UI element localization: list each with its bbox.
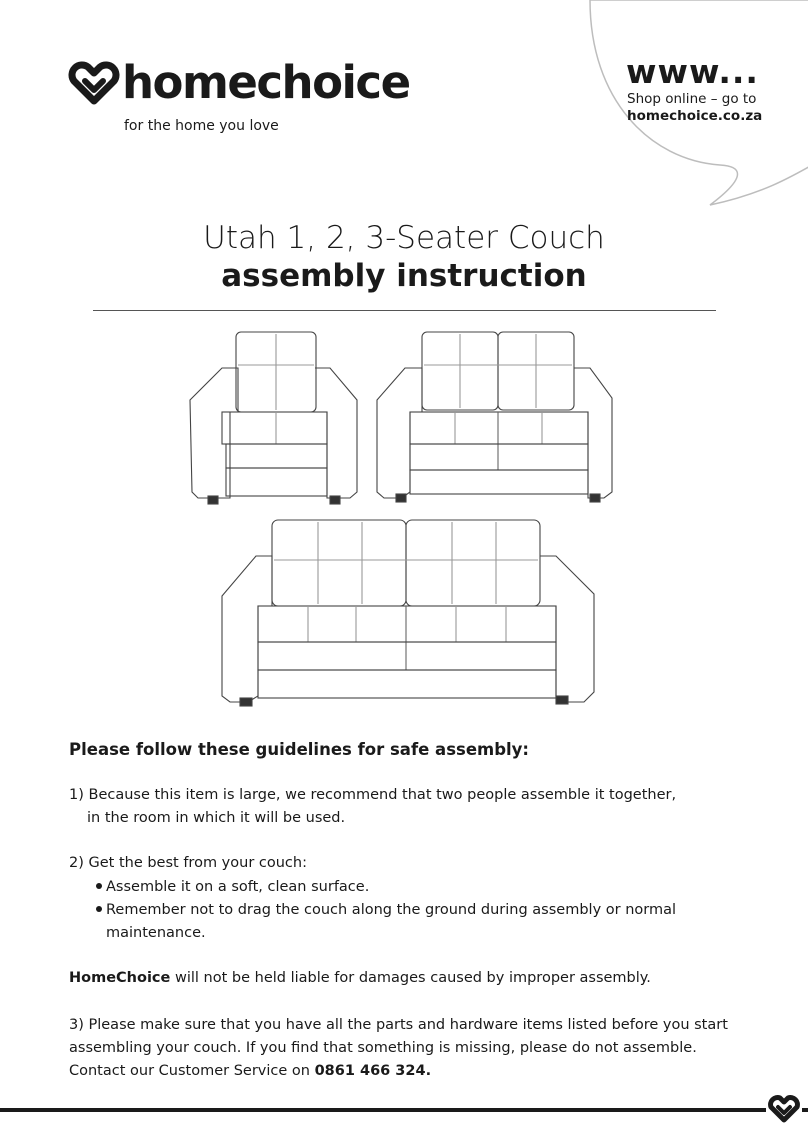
one-seater-illustration xyxy=(190,332,357,504)
guideline-3-line-1: 3) Please make sure that you have all the parts and hardware items listed before you start xyxy=(69,1017,728,1033)
website-link[interactable]: homechoice.co.za xyxy=(627,108,763,124)
www-label: www... xyxy=(626,52,759,91)
liability-notice xyxy=(69,967,651,990)
page-title: Utah 1, 2, 3-Seater Couch xyxy=(203,220,605,256)
shop-online-text: Shop online – go to xyxy=(627,91,757,107)
guideline-2: 2) Get the best from your couch: xyxy=(69,855,307,871)
guideline-2-bullet-1 xyxy=(96,876,369,899)
guideline-1-line-2: in the room in which it will be used. xyxy=(87,810,346,826)
brand-logo xyxy=(68,56,410,109)
bullet-icon xyxy=(96,883,102,889)
guideline-1-line-1: 1) Because this item is large, we recommend that two people assemble it together, xyxy=(69,787,677,803)
homechoice-heart-logo-icon xyxy=(68,61,120,105)
bullet-icon xyxy=(96,906,102,912)
bullet-1-text: Assemble it on a soft, clean surface. xyxy=(106,879,370,895)
footer-heart-icon xyxy=(766,1093,802,1123)
page-subtitle: assembly instruction xyxy=(221,258,587,294)
three-seater-illustration xyxy=(222,520,594,706)
guideline-2-bullet-2 xyxy=(96,899,676,922)
liability-brand: HomeChoice xyxy=(69,970,171,986)
guideline-2-bullet-2-cont: maintenance. xyxy=(106,925,206,941)
footer-rule xyxy=(0,1108,808,1112)
two-seater-illustration xyxy=(377,332,612,502)
guidelines-heading: Please follow these guidelines for safe assembly: xyxy=(69,740,530,759)
phone-number[interactable]: 0861 466 324. xyxy=(314,1063,432,1079)
contact-prefix: Contact our Customer Service on xyxy=(69,1063,315,1079)
guideline-3-line-3 xyxy=(69,1060,431,1083)
divider xyxy=(93,310,716,311)
guideline-3-line-2: assembling your couch. If you find that something is missing, please do not assemble. xyxy=(69,1040,697,1056)
couch-illustrations xyxy=(0,320,808,720)
brand-tagline: for the home you love xyxy=(124,118,279,134)
brand-wordmark: homechoice xyxy=(122,56,410,109)
bullet-2-text: Remember not to drag the couch along the ground during assembly or normal xyxy=(106,902,677,918)
liability-text: will not be held liable for damages caused by improper assembly. xyxy=(170,970,651,986)
